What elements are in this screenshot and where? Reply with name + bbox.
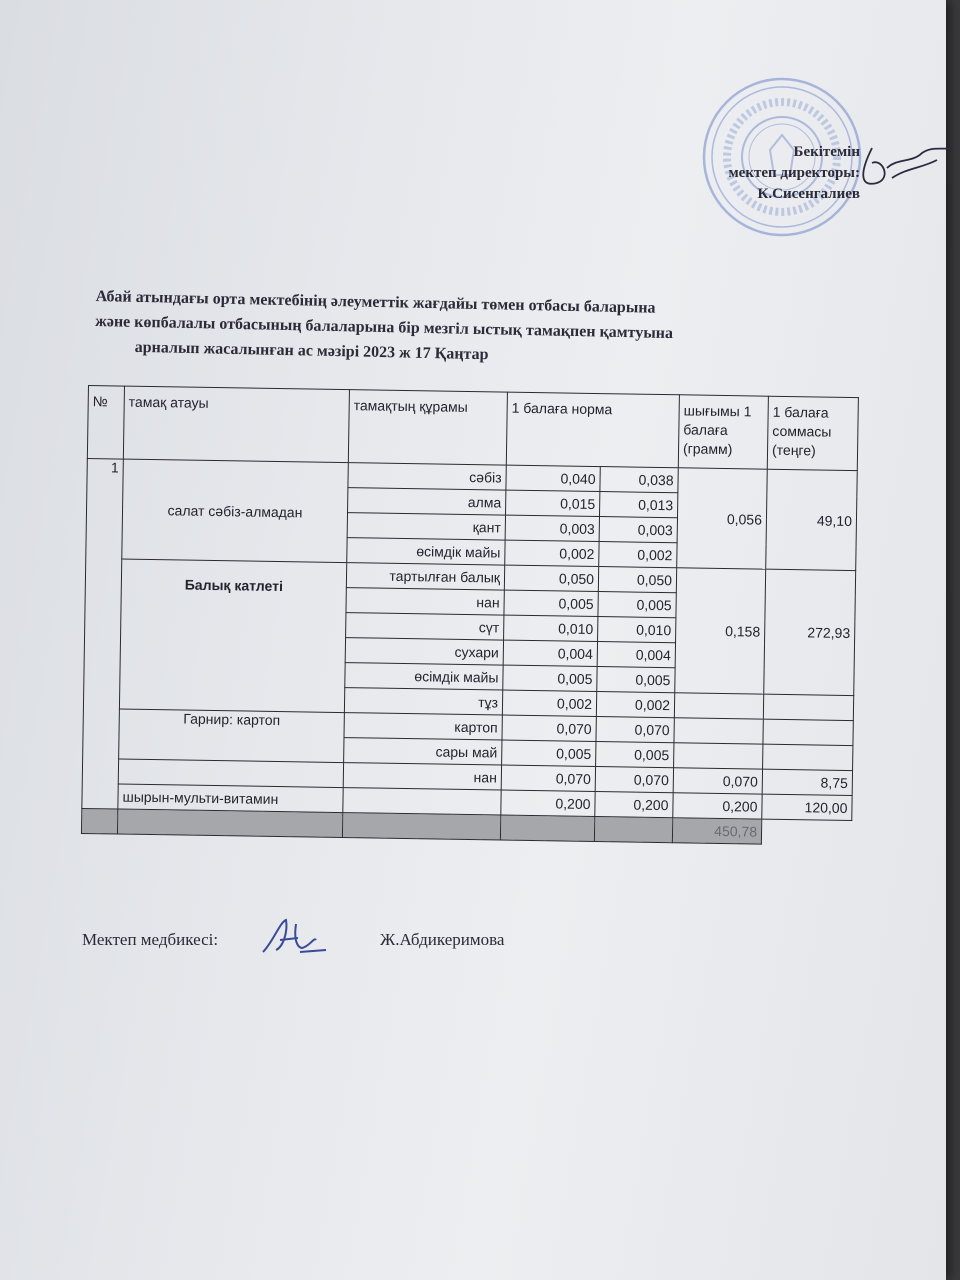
norm-value: 0,040: [506, 465, 600, 491]
empty-cell: [117, 809, 342, 838]
norm-value: 0,002: [505, 540, 599, 566]
norm-value: 0,010: [598, 617, 676, 643]
approval-line-3: К.Сисенгалиев: [757, 186, 860, 202]
norm-value: 0,005: [597, 667, 675, 693]
header-dish: тамақ атауы: [123, 386, 349, 463]
dish-salad: салат сәбіз-алмадан: [122, 459, 349, 563]
norm-value: 0,200: [595, 792, 673, 818]
title-line-1: Абай атындағы орта мектебінің әлеуметтік жағдайы төмен отбасы баларына: [95, 287, 656, 317]
ingredient: өсімдік майы: [347, 538, 505, 565]
nurse-label: Мектеп медбикесі:: [82, 930, 219, 949]
ingredient: нан: [346, 588, 504, 615]
norm-value: 0,002: [599, 542, 677, 568]
norm-value: 0,070: [595, 767, 673, 793]
document-title: [94, 284, 835, 374]
approval-block: [690, 142, 860, 205]
dish-drink: шырын-мульти-витамин: [118, 784, 343, 813]
norm-value: 0,010: [504, 615, 598, 641]
cost-value: 8,75: [762, 769, 852, 795]
ingredient: нан: [343, 763, 501, 790]
norm-value: 0,002: [502, 690, 596, 716]
norm-value: 0,070: [502, 715, 596, 741]
ingredient: қант: [347, 513, 505, 540]
empty-cell: [674, 743, 763, 769]
empty-cell: [342, 813, 500, 840]
norm-value: 0,003: [599, 517, 677, 543]
output-value: 0,056: [677, 468, 768, 569]
norm-value: 0,005: [596, 742, 674, 768]
empty-cell: [81, 808, 117, 834]
cost-value: 120,00: [762, 794, 852, 820]
output-value: 0,070: [673, 768, 762, 794]
norm-value: 0,038: [600, 467, 678, 493]
empty-cell: [763, 694, 853, 720]
empty-cell: [763, 719, 853, 745]
empty-cell: [500, 815, 594, 841]
norm-value: 0,004: [597, 642, 675, 668]
nurse-signature: [258, 912, 328, 962]
norm-value: 0,070: [501, 765, 595, 791]
header-norm: 1 балаға норма: [506, 392, 679, 468]
empty-cell: [343, 788, 501, 815]
output-value: 0,158: [675, 568, 766, 694]
ingredient: сүт: [346, 613, 504, 640]
header-composition: тамақтың құрамы: [348, 390, 507, 465]
dish-garnish: Гарнир: картоп: [119, 709, 345, 763]
norm-value: 0,005: [504, 590, 598, 616]
total-value: 450,78: [672, 818, 761, 844]
norm-value: 0,013: [599, 492, 677, 518]
director-signature: [852, 138, 952, 198]
ingredient: картоп: [344, 713, 502, 740]
table-header-row: [87, 386, 858, 471]
ingredient: сухари: [345, 638, 503, 665]
ingredient: сары май: [344, 738, 502, 765]
norm-value: 0,050: [504, 565, 598, 591]
norm-value: 0,070: [596, 717, 674, 743]
empty-cell: [674, 693, 763, 719]
header-cost: 1 балаға соммасы (теңге): [767, 396, 858, 470]
nurse-name: Ж.Абдикеримова: [380, 930, 505, 949]
output-value: 0,200: [673, 793, 762, 819]
approval-line-1: Бекітемін: [793, 144, 860, 160]
ingredient: алма: [348, 488, 506, 515]
empty-cell: [674, 718, 763, 744]
approval-line-2: мектеп директоры:: [728, 165, 860, 181]
norm-value: 0,050: [598, 567, 676, 593]
norm-value: 0,015: [506, 490, 600, 516]
menu-table: [81, 385, 859, 846]
empty-cell: [118, 759, 343, 788]
cost-value: 49,10: [766, 469, 858, 570]
title-line-3: арналып жасалынған ас мәзірі 2023 ж 17 Қаңтар: [134, 338, 489, 364]
norm-value: 0,200: [501, 790, 595, 816]
title-line-2: және көпбалалы отбасының балаларына бір мезгіл ыстық тамақпен қамтуына: [95, 312, 674, 343]
norm-value: 0,002: [596, 692, 674, 718]
header-output: шығымы 1 балаға (грамм): [678, 395, 768, 469]
dish-cutlet: Балық катлеті: [119, 559, 346, 713]
ingredient: тұз: [344, 688, 502, 715]
ingredient: тартылған балық: [346, 563, 504, 590]
empty-cell: [763, 744, 853, 770]
row-number: 1: [82, 458, 123, 809]
ingredient: сәбіз: [348, 463, 506, 490]
norm-value: 0,005: [598, 592, 676, 618]
header-num: №: [87, 386, 124, 460]
norm-value: 0,005: [503, 665, 597, 691]
empty-cell: [594, 817, 672, 843]
norm-value: 0,004: [503, 640, 597, 666]
norm-value: 0,005: [502, 740, 596, 766]
norm-value: 0,003: [505, 515, 599, 541]
cost-value: 272,93: [764, 569, 856, 695]
footer: [82, 930, 505, 950]
ingredient: өсімдік майы: [345, 663, 503, 690]
